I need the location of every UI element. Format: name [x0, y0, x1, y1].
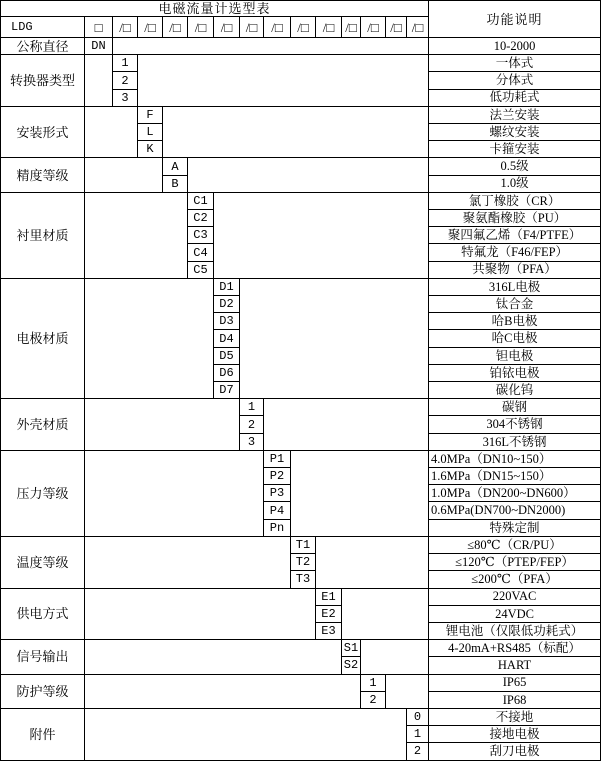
group-label-pressure-class: 压力等级 — [1, 450, 85, 536]
desc-cell-installation-form: 螺纹安装 — [429, 124, 601, 141]
title-row — [1, 1, 601, 17]
desc-cell-signal-output: 4-20mA+RS485（标配） — [429, 640, 601, 657]
model-prefix: LDG — [1, 17, 85, 38]
desc-cell-electrode-material: 钽电极 — [429, 347, 601, 364]
desc-cell-converter-type: 低功耗式 — [429, 89, 601, 106]
code-cell-pressure-class: P2 — [264, 468, 291, 485]
desc-cell-signal-output: HART — [429, 657, 601, 674]
code-cell-nominal-diameter: DN — [85, 38, 113, 55]
group-row-pressure-class — [1, 450, 601, 467]
code-cell-accessories: 0 — [407, 708, 429, 725]
group-row-accuracy-class — [1, 158, 601, 175]
group-row-installation-form — [1, 106, 601, 123]
desc-cell-temperature-class: ≤80℃（CR/PU） — [429, 536, 601, 553]
desc-cell-nominal-diameter: 10-2000 — [429, 38, 601, 55]
desc-cell-electrode-material: 316L电极 — [429, 278, 601, 295]
function-header: 功能说明 — [429, 1, 601, 38]
group-label-electrode-material: 电极材质 — [1, 278, 85, 398]
group-label-accuracy-class: 精度等级 — [1, 158, 85, 192]
group-label-installation-form: 安装形式 — [1, 106, 85, 158]
code-cell-power-supply: E2 — [316, 605, 342, 622]
empty-right-lining-material — [214, 192, 429, 278]
group-row-converter-type — [1, 55, 601, 72]
code-slash-box: /□ — [188, 17, 214, 38]
desc-cell-pressure-class: 0.6MPa(DN700~DN2000) — [429, 502, 601, 519]
desc-cell-electrode-material: 哈B电极 — [429, 313, 601, 330]
desc-cell-power-supply: 24VDC — [429, 605, 601, 622]
code-cell-electrode-material: D2 — [214, 296, 240, 313]
code-cell-pressure-class: P1 — [264, 450, 291, 467]
desc-cell-installation-form: 卡箍安装 — [429, 141, 601, 158]
empty-right-signal-output — [361, 640, 429, 674]
group-row-protection-class — [1, 674, 601, 691]
desc-cell-pressure-class: 1.6MPa（DN15~150） — [429, 468, 601, 485]
desc-cell-accessories: 不接地 — [429, 708, 601, 725]
group-label-converter-type: 转换器类型 — [1, 55, 85, 107]
code-slash-box: /□ — [407, 17, 429, 38]
code-slash-box: /□ — [264, 17, 291, 38]
code-cell-temperature-class: T2 — [291, 554, 316, 571]
code-cell-installation-form: F — [138, 106, 163, 123]
desc-cell-protection-class: IP68 — [429, 691, 601, 708]
empty-right-protection-class — [386, 674, 429, 708]
code-cell-electrode-material: D3 — [214, 313, 240, 330]
code-cell-electrode-material: D6 — [214, 364, 240, 381]
group-row-temperature-class — [1, 536, 601, 553]
group-label-housing-material: 外壳材质 — [1, 399, 85, 451]
code-cell-installation-form: K — [138, 141, 163, 158]
desc-cell-lining-material: 氯丁橡胶（CR） — [429, 192, 601, 209]
empty-right-pressure-class — [291, 450, 429, 536]
empty-right-temperature-class — [316, 536, 429, 588]
desc-cell-housing-material: 316L不锈钢 — [429, 433, 601, 450]
desc-cell-electrode-material: 钛合金 — [429, 296, 601, 313]
code-slash-box: /□ — [291, 17, 316, 38]
code-box: □ — [85, 17, 113, 38]
desc-cell-pressure-class: 1.0MPa（DN200~DN600） — [429, 485, 601, 502]
code-cell-housing-material: 1 — [240, 399, 264, 416]
desc-cell-installation-form: 法兰安装 — [429, 106, 601, 123]
code-cell-electrode-material: D7 — [214, 382, 240, 399]
desc-cell-pressure-class: 特殊定制 — [429, 519, 601, 536]
desc-cell-temperature-class: ≤120℃（PTEP/FEP） — [429, 554, 601, 571]
code-slash-box: /□ — [316, 17, 342, 38]
empty-left-power-supply — [85, 588, 316, 640]
empty-left-protection-class — [85, 674, 361, 708]
empty-right-installation-form — [163, 106, 429, 158]
group-label-accessories: 附件 — [1, 708, 85, 760]
empty-right-power-supply — [342, 588, 429, 640]
empty-left-electrode-material — [85, 278, 214, 398]
code-cell-protection-class: 1 — [361, 674, 386, 691]
code-cell-accessories: 1 — [407, 726, 429, 743]
code-cell-power-supply: E1 — [316, 588, 342, 605]
code-cell-lining-material: C1 — [188, 192, 214, 209]
desc-cell-accessories: 接地电极 — [429, 726, 601, 743]
code-cell-electrode-material: D5 — [214, 347, 240, 364]
empty-right-housing-material — [264, 399, 429, 451]
group-row-housing-material — [1, 399, 601, 416]
desc-cell-temperature-class: ≤200℃（PFA） — [429, 571, 601, 588]
code-slash-box: /□ — [214, 17, 240, 38]
group-label-protection-class: 防护等级 — [1, 674, 85, 708]
desc-cell-converter-type: 一体式 — [429, 55, 601, 72]
desc-cell-lining-material: 聚氨酯橡胶（PU） — [429, 210, 601, 227]
desc-cell-power-supply: 锂电池（仅限低功耗式） — [429, 622, 601, 639]
desc-cell-housing-material: 碳钢 — [429, 399, 601, 416]
empty-right-accuracy-class — [188, 158, 429, 192]
desc-cell-protection-class: IP65 — [429, 674, 601, 691]
group-row-signal-output — [1, 640, 601, 657]
code-cell-accuracy-class: A — [163, 158, 188, 175]
empty-left-pressure-class — [85, 450, 264, 536]
desc-cell-lining-material: 共聚物（PFA） — [429, 261, 601, 278]
desc-cell-lining-material: 特氟龙（F46/FEP） — [429, 244, 601, 261]
group-row-accessories — [1, 708, 601, 725]
empty-right-electrode-material — [240, 278, 429, 398]
code-cell-accuracy-class: B — [163, 175, 188, 192]
desc-cell-accuracy-class: 0.5级 — [429, 158, 601, 175]
group-label-nominal-diameter: 公称直径 — [1, 38, 85, 55]
desc-cell-electrode-material: 哈C电极 — [429, 330, 601, 347]
group-label-signal-output: 信号输出 — [1, 640, 85, 674]
code-slash-box: /□ — [240, 17, 264, 38]
table-title: 电磁流量计选型表 — [1, 1, 429, 17]
desc-cell-pressure-class: 4.0MPa（DN10~150） — [429, 450, 601, 467]
group-label-lining-material: 衬里材质 — [1, 192, 85, 278]
code-cell-pressure-class: P4 — [264, 502, 291, 519]
code-slash-box: /□ — [361, 17, 386, 38]
empty-left-accuracy-class — [85, 158, 163, 192]
code-cell-electrode-material: D4 — [214, 330, 240, 347]
group-row-electrode-material — [1, 278, 601, 295]
empty-left-temperature-class — [85, 536, 291, 588]
desc-cell-converter-type: 分体式 — [429, 72, 601, 89]
code-cell-electrode-material: D1 — [214, 278, 240, 295]
code-cell-signal-output: S2 — [342, 657, 361, 674]
empty-left-installation-form — [85, 106, 138, 158]
group-row-lining-material — [1, 192, 601, 209]
code-cell-lining-material: C4 — [188, 244, 214, 261]
code-cell-lining-material: C2 — [188, 210, 214, 227]
desc-cell-housing-material: 304不锈钢 — [429, 416, 601, 433]
code-cell-lining-material: C5 — [188, 261, 214, 278]
desc-cell-accessories: 刮刀电极 — [429, 743, 601, 760]
code-cell-housing-material: 3 — [240, 433, 264, 450]
empty-right-nominal-diameter — [113, 38, 429, 55]
desc-cell-power-supply: 220VAC — [429, 588, 601, 605]
group-label-power-supply: 供电方式 — [1, 588, 85, 640]
code-cell-converter-type: 1 — [113, 55, 138, 72]
code-cell-installation-form: L — [138, 124, 163, 141]
code-cell-signal-output: S1 — [342, 640, 361, 657]
group-label-temperature-class: 温度等级 — [1, 536, 85, 588]
code-cell-temperature-class: T1 — [291, 536, 316, 553]
empty-right-converter-type — [138, 55, 429, 107]
code-slash-box: /□ — [163, 17, 188, 38]
code-cell-pressure-class: Pn — [264, 519, 291, 536]
desc-cell-accuracy-class: 1.0级 — [429, 175, 601, 192]
empty-left-converter-type — [85, 55, 113, 107]
empty-left-accessories — [85, 708, 407, 760]
desc-cell-lining-material: 聚四氟乙烯（F4/PTFE） — [429, 227, 601, 244]
code-slash-box: /□ — [386, 17, 407, 38]
code-cell-accessories: 2 — [407, 743, 429, 760]
code-slash-box: /□ — [113, 17, 138, 38]
code-cell-converter-type: 3 — [113, 89, 138, 106]
group-row-power-supply — [1, 588, 601, 605]
desc-cell-electrode-material: 铂铱电极 — [429, 364, 601, 381]
code-cell-temperature-class: T3 — [291, 571, 316, 588]
desc-cell-electrode-material: 碳化钨 — [429, 382, 601, 399]
code-cell-pressure-class: P3 — [264, 485, 291, 502]
code-cell-lining-material: C3 — [188, 227, 214, 244]
code-cell-housing-material: 2 — [240, 416, 264, 433]
group-row-nominal-diameter — [1, 38, 601, 55]
code-cell-converter-type: 2 — [113, 72, 138, 89]
code-slash-box: /□ — [138, 17, 163, 38]
empty-left-lining-material — [85, 192, 188, 278]
code-slash-box: /□ — [342, 17, 361, 38]
code-cell-power-supply: E3 — [316, 622, 342, 639]
empty-left-housing-material — [85, 399, 240, 451]
empty-left-signal-output — [85, 640, 342, 674]
code-cell-protection-class: 2 — [361, 691, 386, 708]
